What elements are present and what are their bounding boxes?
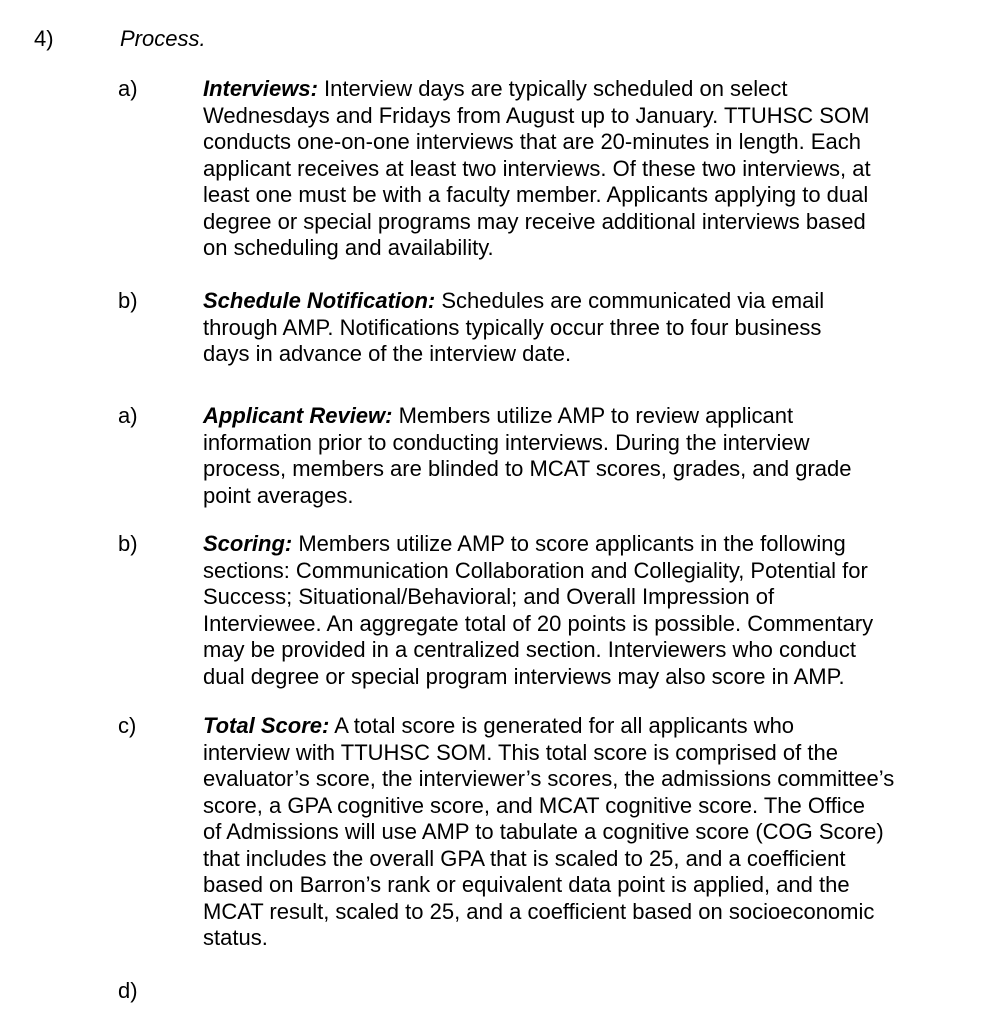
item-body: Interview days are typically scheduled on select Wednesdays and Fridays from August up to January. TTUHSC SOM conducts one-on-one interviews that are 20-minutes in length. Each applicant receives at least two interviews. Of these two interviews, at least one must be with a faculty member. Applicants applying to dual degree or special programs may receive additional interviews based on scheduling and availability.: [203, 76, 871, 260]
section-title: Process.: [120, 26, 206, 51]
item-paragraph: [203, 403, 933, 509]
item-paragraph: [203, 76, 933, 262]
item-letter: b): [118, 531, 138, 556]
item-letter: c): [118, 713, 137, 738]
item-letter: d): [118, 978, 138, 1003]
item-paragraph: [203, 531, 933, 690]
section-number: 4): [34, 26, 54, 51]
item-heading: Scoring:: [203, 531, 293, 556]
item-body: A total score is generated for all applicants who interview with TTUHSC SOM. This total score is comprised of the evaluator’s score, the interviewer’s scores, the admissions committee’s score, a GPA cognitive score, and MCAT cognitive score. The Office of Admissions will use AMP to tabulate a cognitive score (COG Score) that includes the overall GPA that is scaled to 25, and a coefficient based on Barron’s rank or equivalent data point is applied, and the MCAT result, scaled to 25, and a coefficient based on socioeconomic status.: [203, 713, 895, 950]
item-body: Members utilize AMP to score applicants in the following sections: Communication Collaboration and Collegiality, Potential for Success; Situational/Behavioral; and Overall Impression of Interviewee. An aggregate total of 20 points is possible. Commentary may be provided in a centralized section. Interviewers who conduct dual degree or special program interviews may also score in AMP.: [203, 531, 874, 689]
item-letter: a): [118, 76, 138, 101]
item-body: Members utilize AMP to review applicant information prior to conducting interviews. During the interview process, members are blinded to MCAT scores, grades, and grade point averages.: [203, 403, 852, 508]
item-letter: a): [118, 403, 138, 428]
item-paragraph: [203, 288, 933, 368]
item-heading: Applicant Review:: [203, 403, 393, 428]
item-heading: Total Score:: [203, 713, 330, 738]
item-heading: Interviews:: [203, 76, 318, 101]
item-paragraph: [203, 713, 933, 952]
item-heading: Schedule Notification:: [203, 288, 436, 313]
item-letter: b): [118, 288, 138, 313]
item-body: Schedules are communicated via email through AMP. Notifications typically occur three to four business days in advance of the interview date.: [203, 288, 825, 366]
